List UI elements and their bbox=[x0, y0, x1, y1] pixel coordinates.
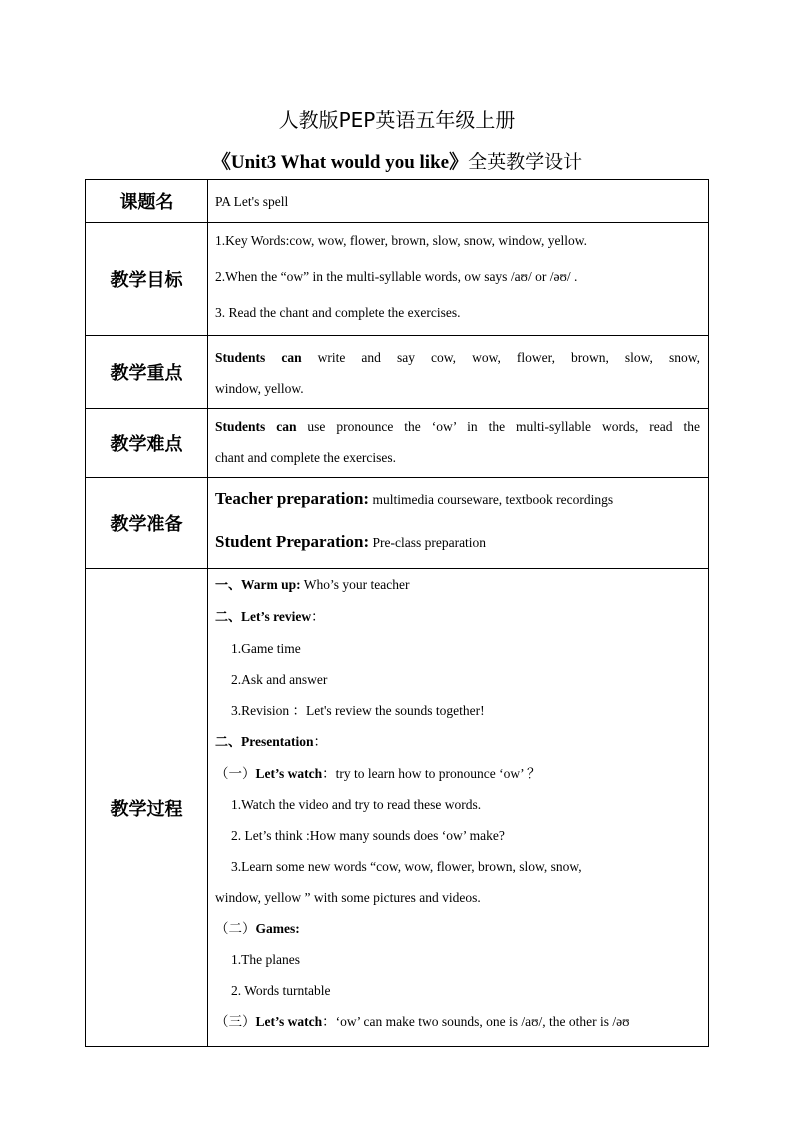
cell-objectives bbox=[208, 223, 709, 336]
label-difficulties: 教学难点 bbox=[86, 409, 208, 478]
review-item-3: 3.Revision ：Let's review the sounds together! bbox=[231, 703, 485, 718]
presentation-item-3b: window, yellow ” with some pictures and videos. bbox=[215, 890, 481, 905]
label-preparation: 教学准备 bbox=[86, 478, 208, 569]
difficulties-line-2: chant and complete the exercises. bbox=[215, 450, 397, 465]
watch-3-text: ：‘ow’ can make two sounds, one is /aʊ/, the other is /əʊ bbox=[322, 1014, 630, 1029]
watch-heading-1 bbox=[215, 758, 700, 789]
document-subtitle bbox=[0, 147, 794, 174]
student-preparation-line bbox=[215, 521, 700, 564]
games-prefix: （二） bbox=[215, 921, 256, 936]
games-item-1: 1.The planes bbox=[231, 952, 300, 967]
review-item-1: 1.Game time bbox=[231, 641, 301, 656]
review-suffix: ： bbox=[311, 609, 325, 624]
key-points-text-1: write and say cow, wow, flower, brown, slow, snow, bbox=[301, 350, 700, 365]
difficulties-bold: Students can bbox=[215, 419, 297, 434]
key-points-line-2: window, yellow. bbox=[215, 381, 304, 396]
key-points-bold: Students can bbox=[215, 350, 302, 365]
row-topic bbox=[86, 180, 709, 223]
warm-up-text: Who’s your teacher bbox=[300, 577, 410, 592]
warm-up-line bbox=[215, 569, 700, 601]
teacher-preparation-line bbox=[215, 478, 700, 521]
key-points-line-1 bbox=[215, 342, 700, 373]
cell-difficulties bbox=[208, 409, 709, 478]
objective-line-1: 1.Key Words:cow, wow, flower, brown, slow, snow, window, yellow. bbox=[215, 233, 587, 248]
document-title: 人教版PEP英语五年级上册 bbox=[278, 108, 516, 132]
games-heading bbox=[215, 913, 700, 944]
watch-1-text: ：try to learn how to pronounce ‘ow’ ？ bbox=[322, 766, 541, 781]
student-preparation-bold: Student Preparation: bbox=[215, 532, 370, 551]
presentation-item-2: 2. Let’s think :How many sounds does ‘ow’ make? bbox=[231, 828, 505, 843]
watch-heading-3 bbox=[215, 1006, 700, 1037]
warm-up-bold: Warm up: bbox=[241, 577, 301, 592]
subtitle-chinese: 全英教学设计 bbox=[468, 151, 583, 173]
presentation-heading bbox=[215, 726, 700, 758]
difficulties-line-1 bbox=[215, 411, 700, 442]
teacher-preparation-bold: Teacher preparation: bbox=[215, 489, 370, 508]
presentation-bold: Presentation bbox=[241, 734, 314, 749]
presentation-item-1: 1.Watch the video and try to read these words. bbox=[231, 797, 482, 812]
row-difficulties bbox=[86, 409, 709, 478]
lesson-plan-table bbox=[85, 179, 709, 1047]
presentation-suffix: ： bbox=[313, 734, 328, 749]
row-process bbox=[86, 569, 709, 1047]
watch-3-prefix: （三） bbox=[215, 1014, 256, 1029]
review-prefix: 二、 bbox=[215, 610, 242, 625]
presentation-prefix: 二、 bbox=[215, 735, 242, 750]
teacher-preparation-text: multimedia courseware, textbook recordings bbox=[369, 492, 614, 507]
topic-text: PA Let's spell bbox=[215, 193, 289, 209]
label-objectives: 教学目标 bbox=[86, 223, 208, 336]
watch-1-prefix: （一） bbox=[215, 766, 256, 781]
watch-1-bold: Let’s watch bbox=[255, 766, 323, 781]
label-topic: 课题名 bbox=[86, 180, 208, 223]
difficulties-text-1: use pronounce the ‘ow’ in the multi-syllable words, read the bbox=[296, 419, 700, 434]
label-process: 教学过程 bbox=[86, 569, 208, 1047]
student-preparation-text: Pre-class preparation bbox=[369, 535, 487, 550]
games-item-2: 2. Words turntable bbox=[231, 983, 331, 998]
warm-up-prefix: 一、 bbox=[215, 578, 242, 593]
objective-line-2: 2.When the “ow” in the multi-syllable words, ow says /aʊ/ or /əʊ/ . bbox=[215, 269, 578, 284]
row-preparation bbox=[86, 478, 709, 569]
games-bold: Games: bbox=[255, 921, 300, 936]
review-bold: Let’s review bbox=[241, 609, 312, 624]
objective-line-3: 3. Read the chant and complete the exercises. bbox=[215, 305, 461, 320]
cell-topic bbox=[208, 180, 709, 223]
watch-3-bold: Let’s watch bbox=[255, 1014, 323, 1029]
row-key-points bbox=[86, 336, 709, 409]
review-heading bbox=[215, 601, 700, 633]
review-item-2: 2.Ask and answer bbox=[231, 672, 328, 687]
presentation-item-3a: 3.Learn some new words “cow, wow, flower, brown, slow, snow, bbox=[231, 859, 582, 874]
row-objectives bbox=[86, 223, 709, 336]
label-key-points: 教学重点 bbox=[86, 336, 208, 409]
cell-preparation bbox=[208, 478, 709, 569]
cell-key-points bbox=[208, 336, 709, 409]
cell-process bbox=[208, 569, 709, 1047]
subtitle-english: 《Unit3 What would you like》 bbox=[211, 152, 469, 173]
